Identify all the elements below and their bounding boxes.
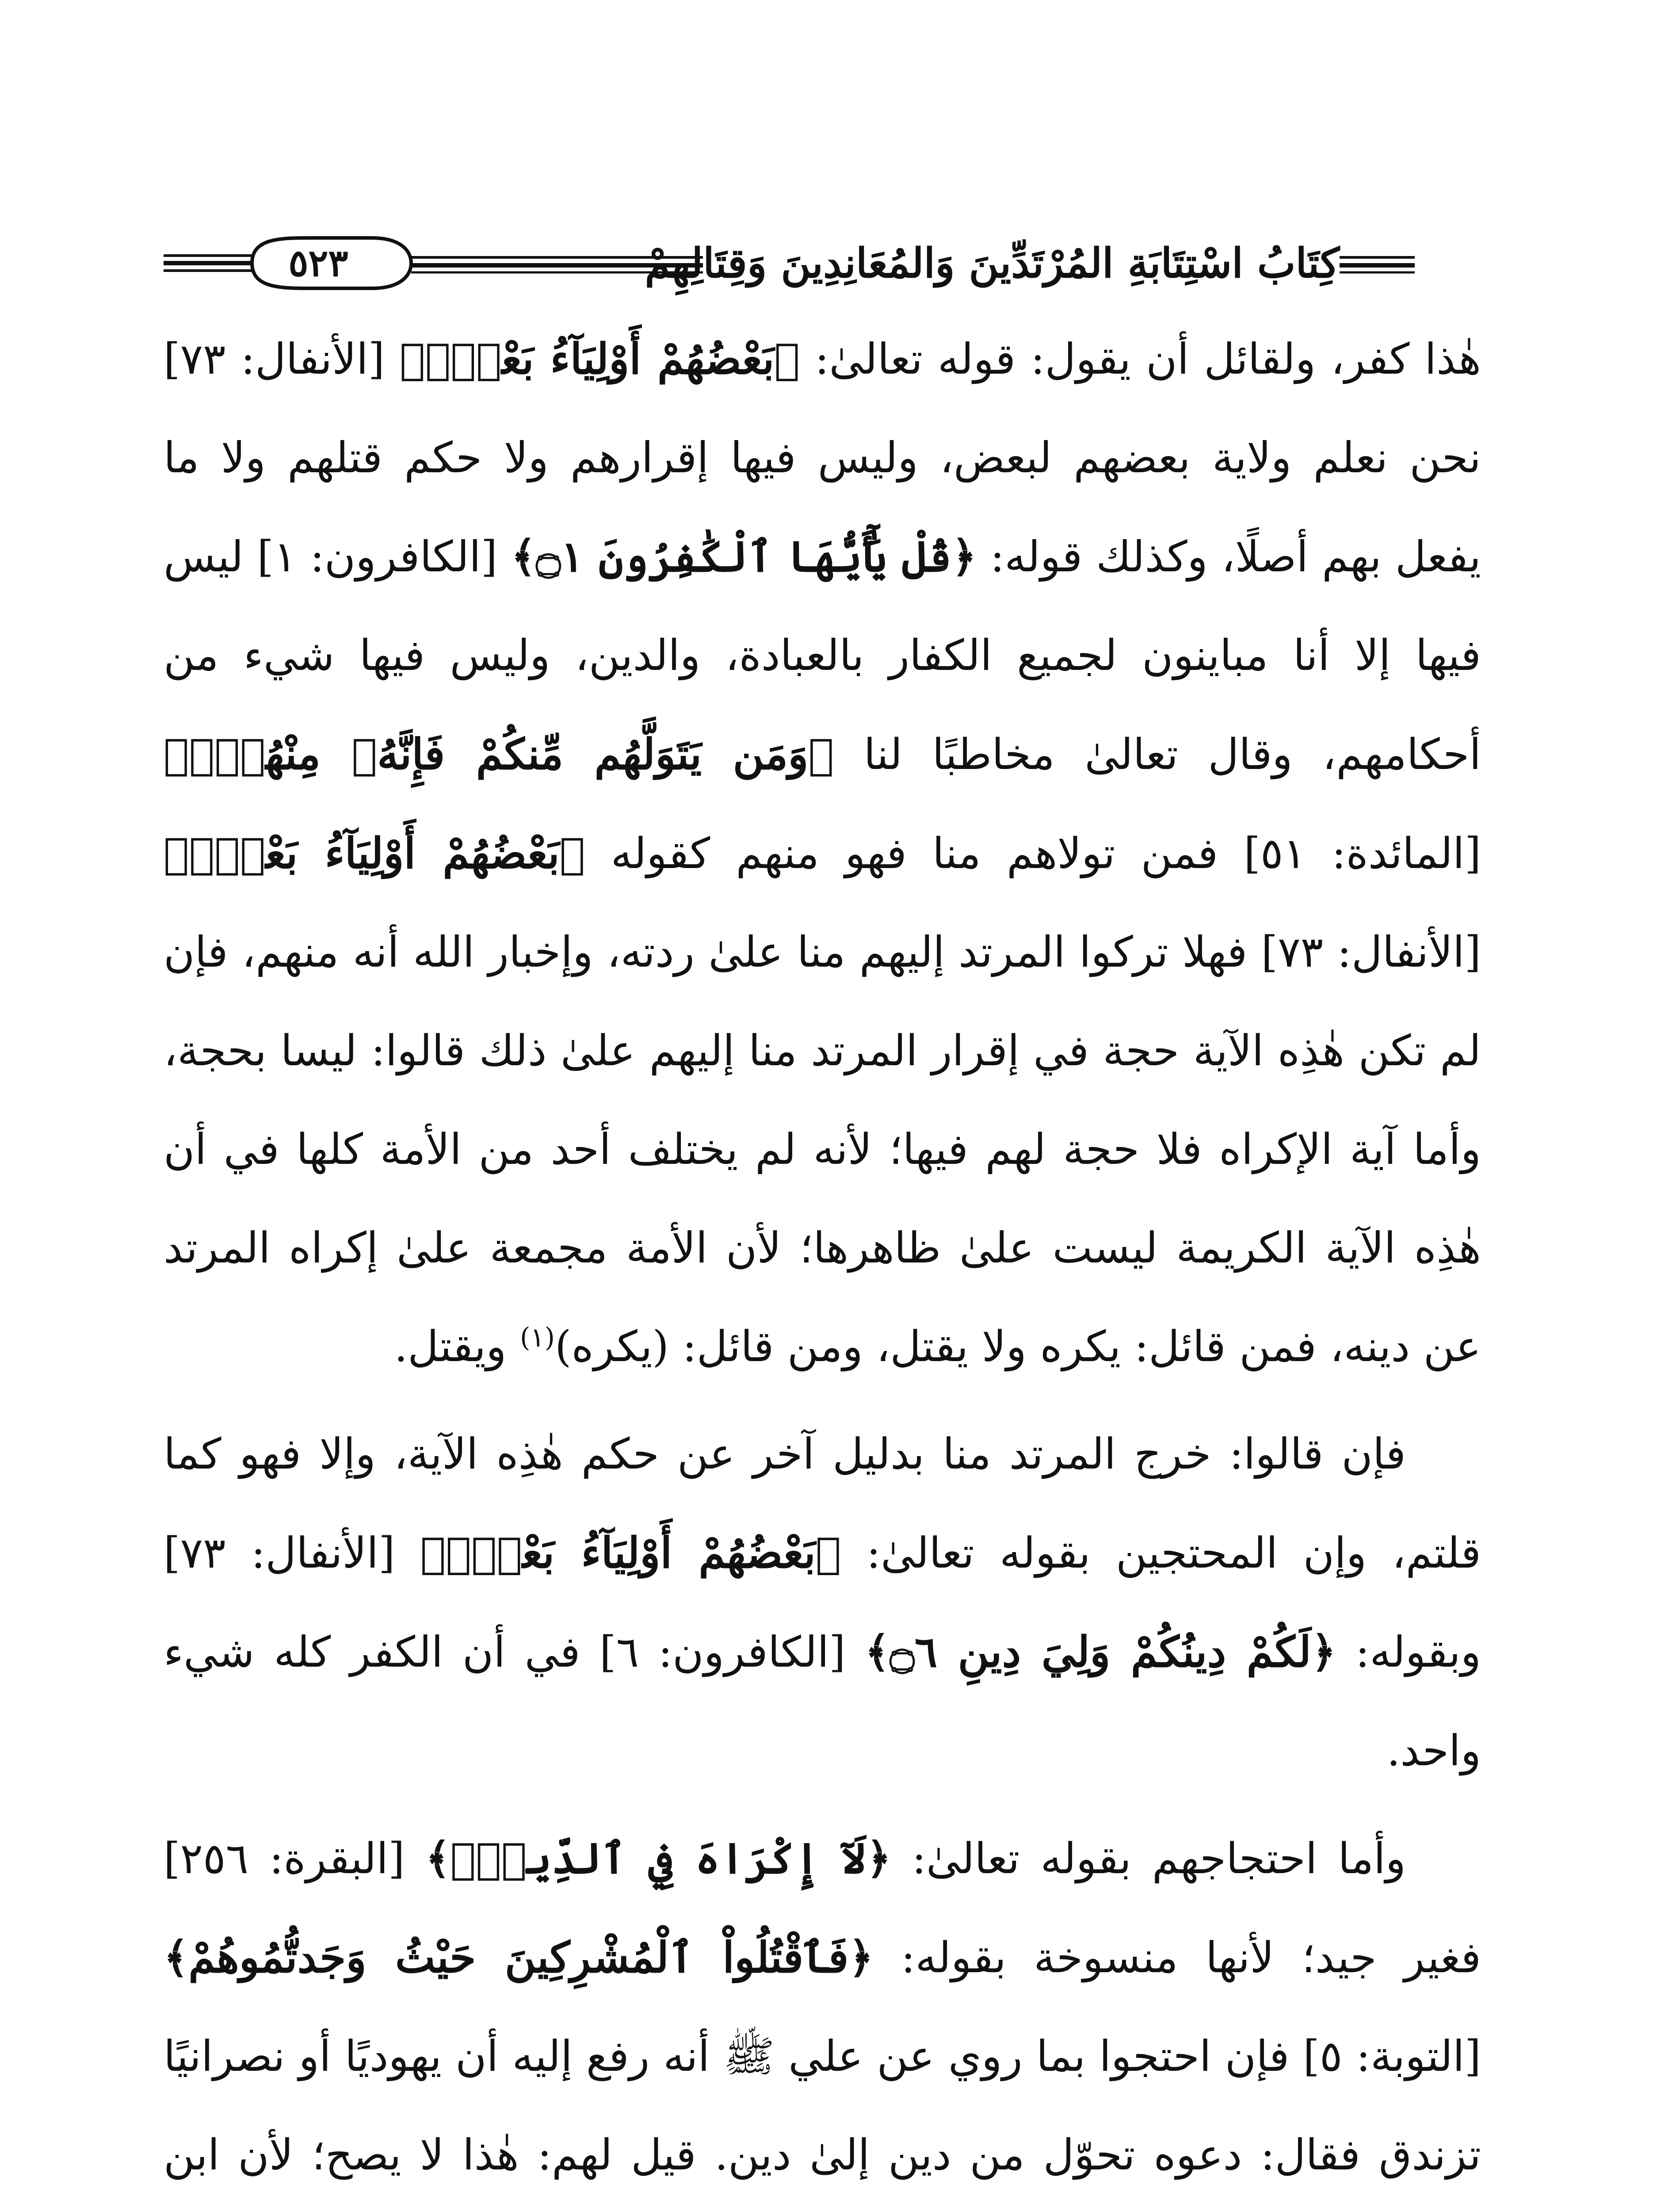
running-title: كِتَابُ اسْتِتَابَةِ المُرْتَدِّينَ وَالمُعَانِدِينَ وَقِتَالِهِمْ [703, 234, 1340, 292]
text-run: وأما احتجاجهم بقوله تعالىٰ: [891, 1834, 1406, 1883]
text-run: هٰذا كفر، ولقائل أن يقول: قوله تعالىٰ: [800, 334, 1481, 384]
quran-verse: ﴿لَآ إِكْرَاهَ فِي ٱلدِّينِۖ﴾ [425, 1833, 891, 1883]
text-run: [الكافرون: ٦] في أن الكفر كله شيء واحد. [164, 1627, 1481, 1775]
text-run: فإن قالوا: خرج المرتد منا بدليل آخر عن حكم هٰذِه الآية، وإلا فهو كما قلتم، وإن المحتجين بقوله تعالىٰ: [164, 1429, 1481, 1578]
text-run: ويقتل. [394, 1322, 520, 1371]
paragraph [164, 1405, 1481, 1800]
text-run: [المائدة: ٥١] فمن تولاهم منا فهو منهم كقوله [585, 829, 1481, 878]
text-run: [الأنفال: ٧٣] نحن نعلم ولاية بعضهم لبعض، وليس فيها إقرارهم ولا حكم قتلهم ولا ما يفعل بهم أصلًا، وكذلك قوله: [164, 334, 1481, 581]
running-header [164, 230, 1415, 296]
text-run: [الكافرون: ١] ليس فيها إلا أنا مباينون لجميع الكفار بالعبادة، والدين، وليس فيها شيء من أحكامهم، وقال تعالىٰ مخاطبًا لنا [164, 532, 1481, 779]
text-run: [الأنفال: ٧٣] فهلا تركوا المرتد إليهم منا علىٰ ردته، وإخبار الله أنه منهم، فإن لم تكن هٰذِه الآية حجة في إقرار المرتد منا إليهم علىٰ ذلك قالوا: ليسا بحجة، وأما آية الإكراه فلا حجة لهم فيها؛ لأنه لم يختلف أحد من الأمة كلها في أن هٰذِه الآية الكريمة ليست علىٰ ظاهرها؛ لأن الأمة مجمعة علىٰ إكراه المرتد عن دينه، فمن قائل: يكره ولا يقتل، ومن قائل: (يكره) [164, 927, 1481, 1371]
quran-verse: ﴿فَٱقْتُلُواْ ٱلْمُشْرِكِينَ حَيْثُ وَجَدتُّمُوهُمْ﴾ [164, 1932, 874, 1982]
quran-verse: ﴿بَعْضُهُمْ أَوْلِيَآءُ بَعْضٍۚ﴾ [420, 1528, 841, 1578]
quran-verse: ﴿بَعْضُهُمْ أَوْلِيَآءُ بَعْضٍۚ﴾ [400, 334, 800, 384]
text-run: [الأنفال: ٧٣] وبقوله: [164, 1528, 1481, 1677]
main-text [164, 310, 1481, 2211]
text-run: [البقرة: ٢٥٦] فغير جيد؛ لأنها منسوخة بقوله: [164, 1834, 1481, 1982]
paragraph [164, 310, 1481, 1396]
paragraph [164, 1809, 1481, 2211]
quran-verse: ﴿لَكُمْ دِينُكُمْ وَلِيَ دِينِ ۝٦﴾ [865, 1627, 1336, 1677]
quran-verse: ﴿بَعْضُهُمْ أَوْلِيَآءُ بَعْضٍۚ﴾ [164, 828, 585, 878]
footnote-reference: (١) [519, 1322, 555, 1353]
page-number: ٥٢٣ [288, 241, 348, 285]
text-run: [التوبة: ٥] فإن احتجوا بما روي عن علي ﷺ أنه رفع إليه أن يهوديًا أو نصرانيًا تزندق فقال: دعوه تحوّل من دين إلىٰ دين. قيل لهم: هٰذا لا يصح؛ لأن ابن [164, 2031, 1481, 2180]
quran-verse: ﴿وَمَن يَتَوَلَّهُم مِّنكُمْ فَإِنَّهُۥ مِنْهُمْۗ﴾ [164, 729, 834, 779]
quran-verse: ﴿قُلْ يَٰٓأَيُّهَا ٱلْكَٰفِرُونَ ۝١﴾ [511, 532, 977, 581]
